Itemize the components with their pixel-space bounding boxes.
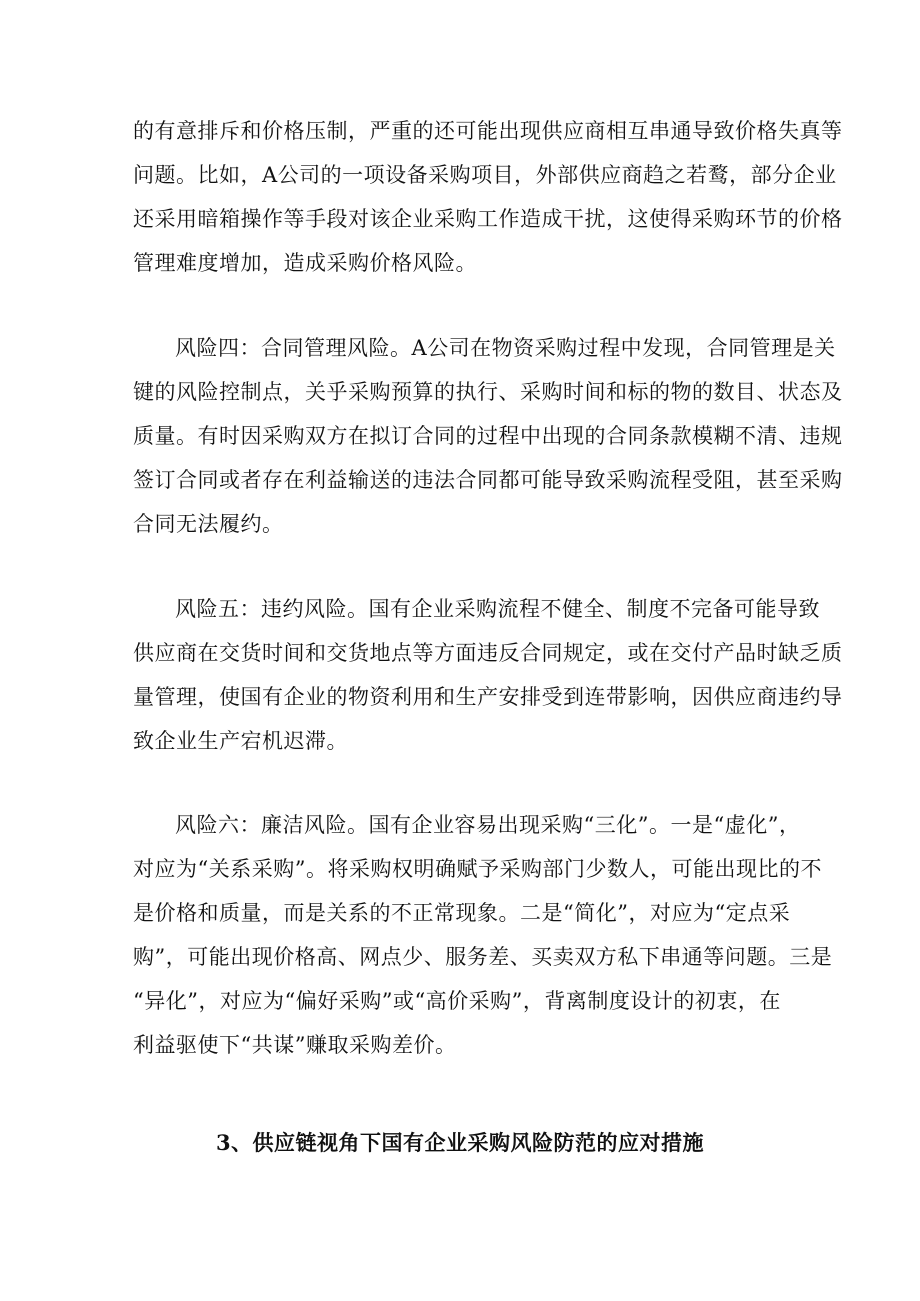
- paragraph-line: 供应商在交货时间和交货地点等方面违反合同规定，或在交付产品时缺乏质: [133, 641, 843, 665]
- paragraph-line: 致企业生产宕机迟滞。: [133, 729, 348, 753]
- paragraph-default-risk: [133, 587, 843, 763]
- paragraph-line: 购”，可能出现价格高、网点少、服务差、买卖双方私下串通等问题。三是: [133, 945, 833, 969]
- paragraph-line: 是价格和质量，而是关系的不正常现象。二是“简化”，对应为“定点采: [133, 901, 791, 925]
- paragraph-line: 对应为“关系采购”。将采购权明确赋予采购部门少数人，可能出现比的不: [133, 857, 822, 881]
- paragraph-line: 量管理，使国有企业的物资利用和生产安排受到连带影响，因供应商违约导: [133, 685, 843, 709]
- paragraph-line: “异化”，对应为“偏好采购”或“高价采购”，背离制度设计的初衷，在: [133, 989, 781, 1013]
- paragraph-line: 键的风险控制点，关乎采购预算的执行、采购时间和标的物的数目、状态及: [133, 380, 843, 404]
- paragraph-line: 利益驱使下“共谋”赚取采购差价。: [133, 1033, 457, 1057]
- paragraph-line: 签订合同或者存在利益输送的违法合同都可能导致采购流程受阻，甚至采购: [133, 468, 843, 492]
- paragraph-line: 问题。比如，A公司的一项设备采购项目，外部供应商趋之若鹜，部分企业: [133, 163, 837, 187]
- paragraph-line: 风险六：廉洁风险。国有企业容易出现采购“三化”。一是“虚化”，: [175, 813, 801, 837]
- paragraph-line: 质量。有时因采购双方在拟订合同的过程中出现的合同条款模糊不清、违规: [133, 424, 843, 448]
- paragraph-line: 还采用暗箱操作等手段对该企业采购工作造成干扰，这使得采购环节的价格: [133, 207, 843, 231]
- paragraph-line: 风险五：违约风险。国有企业采购流程不健全、制度不完备可能导致: [175, 597, 820, 621]
- section-heading: 3、供应链视角下国有企业采购风险防范的应对措施: [215, 1130, 705, 1155]
- paragraph-line: 管理难度增加，造成采购价格风险。: [133, 251, 477, 275]
- paragraph-line: 合同无法履约。: [133, 512, 284, 536]
- paragraph-price-risk-continued: [133, 109, 843, 285]
- paragraph-integrity-risk: [133, 803, 833, 1067]
- paragraph-contract-risk: [133, 326, 843, 546]
- paragraph-line: 风险四：合同管理风险。A公司在物资采购过程中发现，合同管理是关: [175, 336, 836, 360]
- paragraph-line: 的有意排斥和价格压制，严重的还可能出现供应商相互串通导致价格失真等: [133, 119, 843, 143]
